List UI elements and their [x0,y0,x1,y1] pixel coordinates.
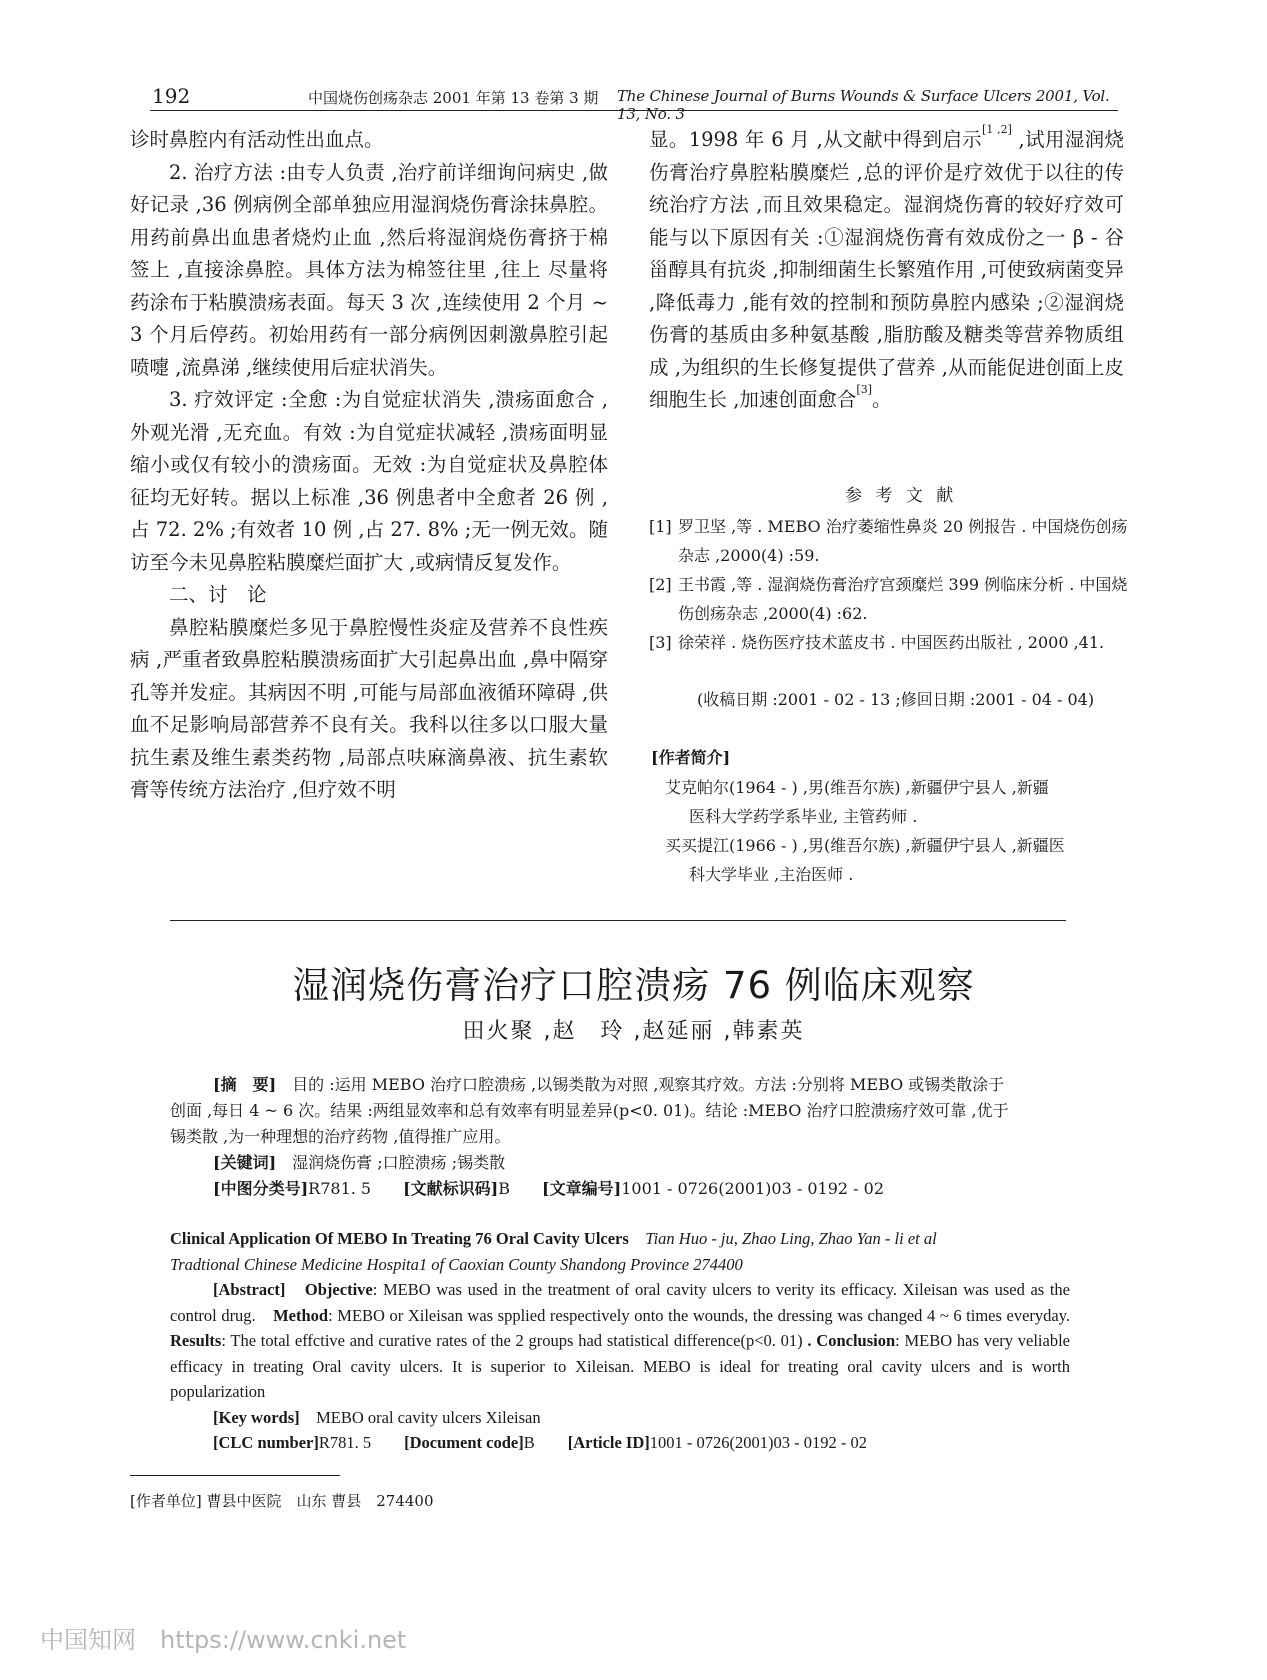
english-affiliation: Tradtional Chinese Medicine Hospita1 of Caoxian County Shandong Province 274400 [170,1254,743,1274]
citation[interactable]: [1 ,2] [982,123,1012,136]
cnki-watermark [40,1620,406,1655]
journal-title-cn: 中国烧伤创疡杂志 2001 年第 13 卷第 3 期 [308,89,599,107]
article-title: 湿润烧伤膏治疗口腔溃疡 76 例临床观察 [292,964,975,1007]
article-authors: 田火聚 ,赵 玲 ,赵延丽 ,韩素英 [462,1019,805,1044]
paragraph: 2. 治疗方法 :由专人负责 ,治疗前详细询问病史 ,做好记录 ,36 例病例全部单独应用湿润烧伤膏涂抹鼻腔。用药前鼻出血患者烧灼止血 ,然后将湿润烧伤膏挤于棉签上 ,直接涂鼻腔。具体方法为棉签往里 ,往上 尽量将药涂布于粘膜溃疡表面。每天 3 次 ,连续使用 2 个月 ~ 3 个月后停药。初始用药有一部分病例因刺激鼻腔引起喷嚏 ,流鼻涕 ,继续使用后症状消失。 [130,160,608,379]
paragraph: 显。1998 年 6 月 ,从文献中得到启示[1 ,2] ,试用湿润烧伤膏治疗鼻腔粘膜糜烂 ,总的评价是疗效优于以往的传统治疗方法 ,而且效果稳定。湿润烧伤膏的较好疗效可能与以下原因有关 :①湿润烧伤膏有效成份之一 β - 谷甾醇具有抗炎 ,抑制细菌生长繁殖作用 ,可使致病菌变异 ,降低毒力 ,能有效的控制和预防鼻腔内感染 ;②湿润烧伤膏的基质由多种氨基酸 ,脂肪酸及糖类等营养物质组成 ,为组织的生长修复提供了营养 ,从而能促进创面上皮细胞生长 ,加速创面愈合[3]。 [649,123,1125,411]
keywords: 湿润烧伤膏 ;口腔溃疡 ;锡类散 [292,1153,506,1172]
author-affiliation-footnote: [作者单位] 曹县中医院 山东 曹县 274400 [130,1492,434,1510]
references-list [649,512,1129,657]
page-number: 192 [152,84,191,108]
paragraph: 3. 疗效评定 :全愈 :为自觉症状消失 ,溃疡面愈合 ,外观光滑 ,无充血。有效 :为自觉症状减轻 ,溃疡面明显缩小或仅有较小的溃疡面。无效 :为自觉症状及鼻腔体征均无好转。据以上标准 ,36 例患者中全愈者 26 例 ,占 72. 2% ;有效者 10 例 ,占 27. 8% ;无一例无效。随访至今未见鼻腔粘膜糜烂面扩大 ,或病情反复发作。 [130,388,608,574]
running-header [150,82,1118,123]
right-column [649,124,1124,417]
reference-item: [2] 王书霞 ,等 . 湿润烧伤膏治疗宫颈糜烂 399 例临床分析 . 中国烧伤创疡杂志 ,2000(4) :62. [649,575,1128,623]
abstract-label: [摘 要] [213,1075,277,1094]
received-dates: (收稿日期 :2001 - 02 - 13 ;修回日期 :2001 - 04 - 04) [697,690,1095,709]
journal-title-en: The Chinese Journal of Burns Wounds & Surface Ulcers 2001, Vol. 13, No. 3 [617,87,1110,123]
citation[interactable]: [3] [856,383,872,396]
chinese-abstract: [摘 要] 目的 :运用 MEBO 治疗口腔溃疡 ,以锡类散为对照 ,观察其疗效。方法 :分别将 MEBO 或锡类散涂于 创面 ,每日 4 ~ 6 次。结果 :两组显效率和总有效率有明显差异(p<0. 01)。结论 :MEBO 治疗口腔溃疡疗效可靠 ,优于 锡类散 ,为一种理想的治疗药物 ,值得推广应用。 [关键词] 湿润烧伤膏 ;口腔溃疡 ;锡类散 [中图分类号]R781. 5 [文献标识码]B [文章编号]1001 - 0726(2001)03 - 0192 - 02 [170,1075,1009,1198]
section-heading: 二、讨 论 [169,583,267,606]
watermark-brand: 中国知网 [40,1626,136,1654]
left-column [130,124,608,807]
reference-item: [1] 罗卫坚 ,等 . MEBO 治疗萎缩性鼻炎 20 例报告 . 中国烧伤创疡杂志 ,2000(4) :59. [649,517,1128,565]
keywords-label: [关键词] [213,1153,277,1172]
author-bio-entry: 买买提江(1966 - ) ,男(维吾尔族) ,新疆伊宁县人 ,新疆医 科大学毕业 ,主治医师 . [665,836,1065,884]
footnote-rule [130,1475,340,1476]
paragraph: 鼻腔粘膜糜烂多见于鼻腔慢性炎症及营养不良性疾病 ,严重者致鼻腔粘膜溃疡面扩大引起鼻出血 ,鼻中隔穿孔等并发症。其病因不明 ,可能与局部血液循环障碍 ,供血不足影响局部营养不良有关。我科以往多以口服大量抗生素及维生素类药物 ,局部点呋麻滴鼻液、抗生素软膏等传统方法治疗 ,但疗效不明 [130,615,608,801]
reference-item: [3] 徐荣祥 . 烧伤医疗技术蓝皮书 . 中国医药出版社 , 2000 ,41. [649,633,1105,652]
paragraph: 诊时鼻腔内有活动性出血点。 [130,128,384,151]
references-title: 参 考 文 献 [845,486,958,506]
english-abstract: Clinical Application Of MEBO In Treating 76 Oral Cavity Ulcers Tian Huo - ju, Zhao Ling, Zhao Yan - li et al Tradtional Chinese Medicine Hospita1 of Caoxian County Shandong Province 274400 [Abstract] Objective: MEBO was used in the treatment of oral cavity ulcers to verity its efficacy. Xileisan was used as the control drug. Method: MEBO or Xileisan was spplied respectively onto the wounds, the dressing was changed 4 ~ 6 times everyday. Results: The total effctive and curative rates of the 2 groups had statistical difference(p<0. 01) . Conclusion: MEBO has very veliable efficacy in treating Oral cavity ulcers. It is superior to Xileisan. MEBO is ideal for treating oral cavity ulcers and is worth popularization [Key words] MEBO oral cavity ulcers Xileisan [CLC number]R781. 5 [Document code]B [Article ID]1001 - 0726(2001)03 - 0192 - 02 [170,1229,1071,1452]
english-authors: Tian Huo - ju, Zhao Ling, Zhao Yan - li et al [645,1229,937,1248]
section-divider [170,920,1066,921]
english-title: Clinical Application Of MEBO In Treating 76 Oral Cavity Ulcers [170,1229,629,1248]
watermark-url[interactable]: https://www.cnki.net [160,1626,407,1654]
author-bio-heading: [作者简介] [651,748,731,767]
author-bio-entry: 艾克帕尔(1964 - ) ,男(维吾尔族) ,新疆伊宁县人 ,新疆 医科大学药学系毕业, 主管药师 . [665,778,1049,826]
